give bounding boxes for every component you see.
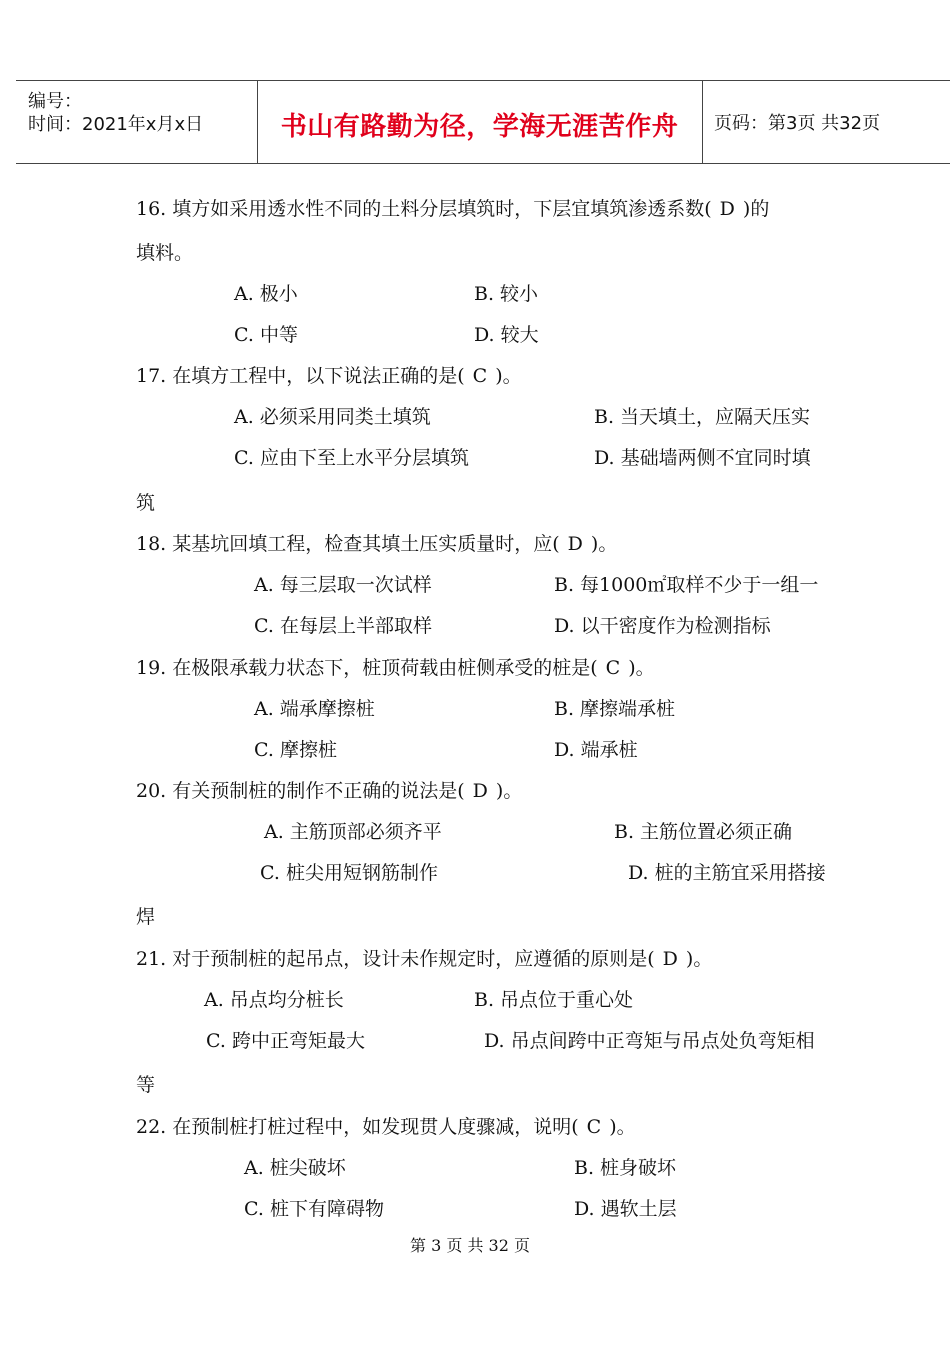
option: A. 极小 [234,283,298,305]
page-header [16,80,950,164]
stem-text: )。 [685,948,713,970]
option: A. 每三层取一次试样 [254,574,432,596]
question-stem [136,197,769,221]
option: B. 每1000㎡取样不少于一组一 [554,574,819,596]
option: B. 摩擦端承桩 [554,698,676,720]
stem-text: 21. 对于预制桩的起吊点，设计未作规定时，应遵循的原则是( [136,948,655,970]
option: C. 在每层上半部取样 [254,615,432,637]
stem-text: 19. 在极限承载力状态下，桩顶荷载由桩侧承受的桩是( [136,657,598,679]
stem-text: 18. 某基坑回填工程，检查其填土压实质量时，应( [136,533,560,555]
answer: D [719,198,735,220]
stem-text: 20. 有关预制桩的制作不正确的说法是( [136,780,465,802]
question-stem [136,532,617,556]
answer: D [662,948,678,970]
option: A. 必须采用同类土填筑 [234,406,431,428]
option: B. 吊点位于重心处 [474,989,634,1011]
option: A. 桩尖破坏 [244,1157,346,1179]
option: D. 端承桩 [554,739,638,761]
answer: C [605,657,621,679]
question-stem [136,947,712,971]
stem-text: )的 [742,198,770,220]
option: D. 较大 [474,324,539,346]
option: C. 桩下有障碍物 [244,1198,384,1220]
option: A. 吊点均分桩长 [204,989,344,1011]
option: B. 较小 [474,283,539,305]
footer-page-number: 第 3 页 共 32 页 [410,1236,530,1255]
stem-text: )。 [590,533,618,555]
stem-text: )。 [609,1116,636,1138]
option-wrap: 等 [136,1074,156,1096]
option: C. 桩尖用短钢筋制作 [260,862,438,884]
option: C. 应由下至上水平分层填筑 [234,447,469,469]
option: B. 当天填土，应隔天压实 [594,406,811,428]
option: D. 吊点间跨中正弯矩与吊点处负弯矩相 [484,1030,815,1052]
number-label: 编号： [28,91,82,112]
answer: C [586,1116,602,1138]
answer: D [472,780,488,802]
stem-continuation: 填料。 [136,242,194,264]
header-page-cell [702,81,950,163]
stem-text: 17. 在填方工程中，以下说法正确的是( [136,365,465,387]
stem-text: )。 [495,365,522,387]
option: C. 跨中正弯矩最大 [206,1030,365,1052]
option: C. 中等 [234,324,298,346]
header-meta-cell [16,81,258,163]
motto-text: 书山有路勤为径，学海无涯苦作舟 [280,111,679,142]
option: D. 基础墙两侧不宜同时填 [594,447,811,469]
question-stem [136,1115,636,1139]
page-info: 页码：第3页 共32页 [714,113,881,134]
question-stem [136,779,522,803]
answer: C [472,365,488,387]
option: C. 摩擦桩 [254,739,337,761]
option: D. 桩的主筋宜采用搭接 [628,862,826,884]
option: D. 以干密度作为检测指标 [554,615,771,637]
question-stem [136,656,655,680]
option: A. 主筋顶部必须齐平 [264,821,442,843]
option: A. 端承摩擦桩 [254,698,375,720]
option: B. 桩身破坏 [574,1157,677,1179]
option-wrap: 筑 [136,492,156,514]
question-stem [136,364,522,388]
page-footer [0,1233,950,1256]
time-label: 时间：2021年x月x日 [28,114,204,135]
option-wrap: 焊 [136,906,156,928]
stem-text: 22. 在预制桩打桩过程中，如发现贯人度骤减，说明( [136,1116,579,1138]
stem-text: )。 [495,780,523,802]
stem-text: 16. 填方如采用透水性不同的土料分层填筑时，下层宜填筑渗透系数( [136,198,712,220]
answer: D [567,533,583,555]
header-motto-cell [257,81,703,163]
option: B. 主筋位置必须正确 [614,821,793,843]
option: D. 遇软土层 [574,1198,677,1220]
stem-text: )。 [628,657,655,679]
